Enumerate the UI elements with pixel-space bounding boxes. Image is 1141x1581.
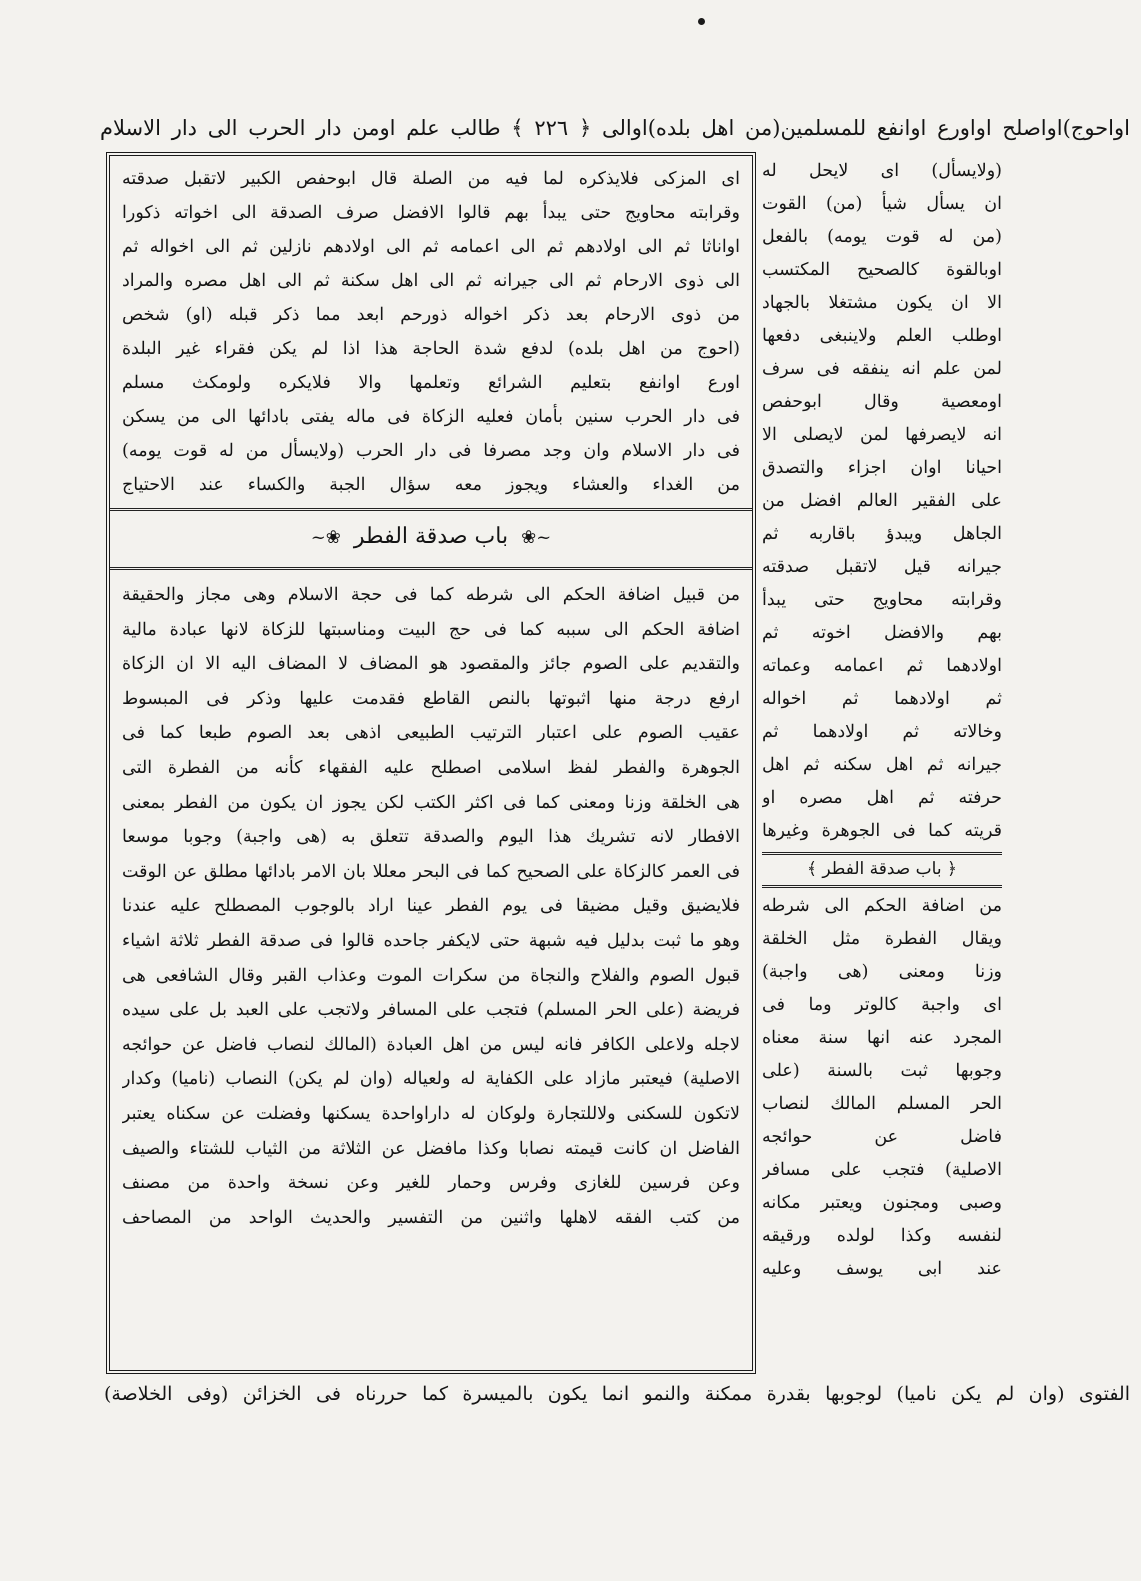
text-line: من الغداء والعشاء ويجوز معه سؤال الجبة والكساء عند الاحتياج [122, 475, 740, 495]
main-text-frame [106, 152, 756, 1374]
text-line: فى العمر كالزكاة على الصحيح كما فى البحر معللا بان الامر بادائها مطلق عن الوقت [122, 861, 740, 882]
margin-line: (من له قوت يومه) بالفعل [762, 227, 1002, 247]
margin-line: اى واجبة كالوتر وما فى [762, 995, 1002, 1015]
running-header: اواحوج)اواصلح اواورع اوانفع للمسلمين(من اهل بلده)اوالى ﴿ ٢٢٦ ﴾ طالب علم اومن دار الحرب الى دار الاسلام [100, 116, 1130, 140]
text-line: لاتكون للسكنى ولاللتجارة ولوكان له داراواحدة يسكنها وفضلت عن سكناه يعتبر [122, 1103, 740, 1124]
text-line: الفاضل ان كانت قيمته نصابا وكذا مافضل عن الثلاثة من الثياب للشتاء والصيف [122, 1138, 740, 1159]
text-line: ارفع درجة منها اثبوتها بالنص القاطع فقدمت عليها وذكر فى المبسوط [122, 688, 740, 709]
text-line: فى دار الحرب سنين بأمان فعليه الزكاة فى ماله يفتى بادائها الى من يسكن [122, 407, 740, 427]
text-line: وقرابته محاويج حتى يبدأ بهم قالوا الافضل صرف الصدقة الى اخواته ذكورا [122, 203, 740, 223]
chapter-title-banner [110, 508, 752, 570]
text-line: الاصلية) فيعتبر مازاد على الكفاية له ولعياله (وان لم يكن) النصاب (ناميا) وكدار [122, 1069, 740, 1090]
margin-section-title: ﴿ باب صدقة الفطر ﴾ [762, 852, 1002, 888]
margin-line: احيانا اوان اجزاء والتصدق [762, 458, 1002, 478]
text-line: اواناثا ثم الى اولادهم ثم الى اعمامه ثم الى اولادهم نازلين ثم الى اخواله ثم [122, 237, 740, 257]
text-line: الجوهرة والفطر لفظ اسلامى اصطلح عليه الفقهاء كأنه من الفطرة التى [122, 757, 740, 778]
margin-line: جيرانه ثم اهل سكنه ثم اهل [762, 755, 1002, 775]
text-line: الافطار لانه تشريك هذا اليوم والصدقة تتعلق به (هى واجبة) وجوبا موسعا [122, 827, 740, 848]
text-line: الى ذوى الارحام ثم الى جيرانه ثم الى اهل سكنة ثم الى اهل مصره والمراد [122, 271, 740, 291]
margin-line: اوبالقوة كالصحيح المكتسب [762, 260, 1002, 280]
text-line: اورع اوانفع بتعليم الشرائع وتعلمها والا فلايكره ولومكث مسلم [122, 373, 740, 393]
text-line: من ذوى الارحام بعد ذكر اخواله ذورحم ابعد مما ذكر قبله (او) شخص [122, 305, 740, 325]
text-line: هى الخلقة وزنا ومعنى كما فى اكثر الكتب لكن يجوز ان يكون من الفطر بمعنى [122, 792, 740, 813]
margin-line: لنفسه وكذا لولده ورقيقه [762, 1226, 1002, 1246]
text-line: لاجله ولاعلى الكافر فانه ليس من اهل العبادة (المالك لنصاب فاضل عن حوائجه [122, 1034, 740, 1055]
text-line: عقيب الصوم على اعتبار الترتيب الطبيعى اذهى بعد الصوم طبعا كما فى [122, 723, 740, 744]
text-line: (احوج من اهل بلده) لدفع شدة الحاجة هذا اذا لم يكن فقراء غير البلدة [122, 339, 740, 359]
margin-line: حرفته ثم اهل مصره او [762, 788, 1002, 808]
margin-line: فاضل عن حوائجه [762, 1127, 1002, 1147]
margin-line: بهم والافضل اخوته ثم [762, 623, 1002, 643]
margin-line: انه لايصرفها لمن لايصلى الا [762, 425, 1002, 445]
margin-line: ان يسأل شيأ (من) القوت [762, 194, 1002, 214]
margin-line: قريته كما فى الجوهرة وغيرها [762, 821, 1002, 841]
margin-commentary [762, 155, 1002, 1340]
text-line: قبول الصوم والفلاح والنجاة من سكرات الموت وعذاب القبر وقال الشافعى هى [122, 965, 740, 986]
margin-line: وزنا ومعنى (هى واجبة) [762, 962, 1002, 982]
margin-line: وخالاته ثم اولادهما ثم [762, 722, 1002, 742]
margin-line: (ولايسأل) اى لايحل له [762, 161, 1002, 181]
main-text-block-2 [122, 578, 740, 1235]
margin-line: الاصلية) فتجب على مسافر [762, 1160, 1002, 1180]
text-line: فى دار الاسلام وان وجد مصرفا فى دار الحرب (ولايسأل من له قوت يومه) [122, 441, 740, 461]
margin-line: اوطلب العلم ولاينبغى دفعها [762, 326, 1002, 346]
text-line: من كتب الفقه لاهلها واثنين من التفسير والحديث الواحد من المصاحف [122, 1207, 740, 1228]
margin-line: ثم اولادهما ثم اخواله [762, 689, 1002, 709]
main-text-block-1 [122, 162, 740, 502]
margin-line: الحر المسلم المالك لنصاب [762, 1094, 1002, 1114]
margin-lines [762, 155, 1002, 848]
text-line: من قبيل اضافة الحكم الى شرطه كما فى حجة الاسلام وهى مجاز والحقيقة [122, 585, 740, 605]
margin-line: اومعصية وقال ابوحفص [762, 392, 1002, 412]
margin-line: لمن علم انه ينفقه فى سرف [762, 359, 1002, 379]
margin-line: الا ان يكون مشتغلا بالجهاد [762, 293, 1002, 313]
text-line: وعن فرسين للغازى وفرس وحمار للغير وعن نسخة واحدة من مصنف [122, 1173, 740, 1194]
margin-line: على الفقير العالم افضل من [762, 491, 1002, 511]
ornament-right-icon: ~❀ [521, 527, 552, 548]
text-line: فلايضيق وقيل مضيقا فى يوم الفطر عينا اراد بالوجوب المصطلح عليه عندنا [122, 896, 740, 917]
text-line: فريضة (على الحر المسلم) فتجب على المسافر ولاتجب على العبد بل على سيده [122, 1000, 740, 1021]
text-line: والتقديم على الصوم جائز والمقصود هو المضاف لا المضاف اليه الا ان الزكاة [122, 654, 740, 675]
text-line: اى المزكى فلايذكره لما فيه من الصلة قال ابوحفص الكبير لاتقبل صدقته [122, 169, 740, 189]
margin-line: وجوبها ثبت بالسنة (على [762, 1061, 1002, 1081]
margin-line: وقرابته محاويج حتى يبدأ [762, 590, 1002, 610]
footer-line: الفتوى (وان لم يكن ناميا) لوجوبها بقدرة ممكنة والنمو انما يكون بالميسرة كما حررناه فى الخزائن (وفى الخلاصة) [104, 1383, 1130, 1405]
ornament-left-icon: ❀~ [310, 527, 341, 548]
margin-line: الجاهل ويبدؤ باقاربه ثم [762, 524, 1002, 544]
margin-lines-2 [762, 890, 1002, 1286]
margin-line: ويقال الفطرة مثل الخلقة [762, 929, 1002, 949]
margin-line: من اضافة الحكم الى شرطه [762, 896, 1002, 916]
text-line: اضافة الحكم الى سببه كما فى حج البيت ومناسبتها للزكاة لانها عبادة مالية [122, 619, 740, 640]
ink-dot [698, 18, 705, 25]
chapter-title: باب صدقة الفطر [353, 524, 509, 549]
margin-line: اولادهما ثم اعمامه وعماته [762, 656, 1002, 676]
text-line: وهو ما ثبت بدليل فيه شبهة حتى لايكفر جاحده قالوا فى صدقة الفطر ثلاثة اشياء [122, 930, 740, 951]
margin-line: المجرد عنه انها سنة معناه [762, 1028, 1002, 1048]
margin-line: عند ابى يوسف وعليه [762, 1259, 1002, 1279]
margin-line: جيرانه قيل لاتقبل صدقته [762, 557, 1002, 577]
margin-line: وصبى ومجنون ويعتبر مكانه [762, 1193, 1002, 1213]
